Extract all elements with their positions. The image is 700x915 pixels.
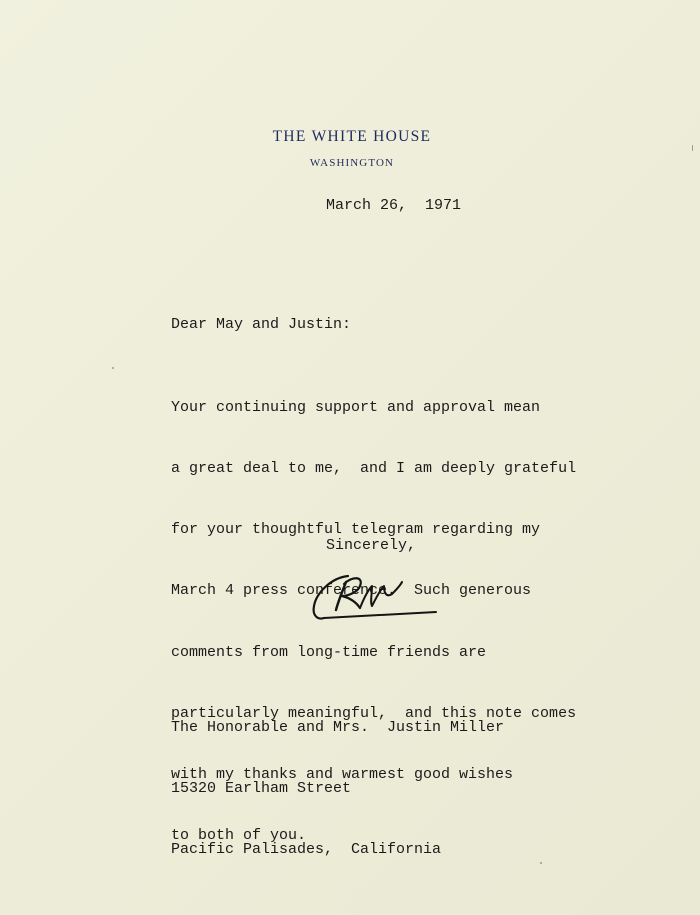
closing: Sincerely, [326, 537, 417, 554]
address-line: The Honorable and Mrs. Justin Miller [171, 718, 505, 736]
recipient-address [171, 677, 504, 901]
body-line: for your thoughtful telegram regarding my [171, 521, 541, 539]
body-line: particularly meaningful, and this note comes [171, 704, 577, 722]
signature-icon [306, 568, 446, 628]
salutation: Dear May and Justin: [171, 316, 352, 333]
letterhead-title: THE WHITE HOUSE [272, 128, 432, 145]
letter-date: March 26, 1971 [326, 197, 462, 214]
body-line: a great deal to me, and I am deeply grateful [171, 460, 577, 478]
paper-speck [112, 367, 114, 369]
body-line: Your continuing support and approval mean [171, 398, 541, 416]
body-line: March 4 press conference. Such generous [171, 582, 532, 600]
letterhead-location: WASHINGTON [309, 157, 395, 169]
body-line: comments from long-time friends are [171, 643, 487, 661]
body-line: to both of you. [171, 827, 307, 845]
paper-speck [692, 145, 693, 151]
address-line: 15320 Earlham Street [171, 780, 352, 798]
paper-speck [540, 862, 542, 864]
body-line: with my thanks and warmest good wishes [171, 766, 514, 784]
address-line: Pacific Palisades, California [171, 841, 442, 859]
